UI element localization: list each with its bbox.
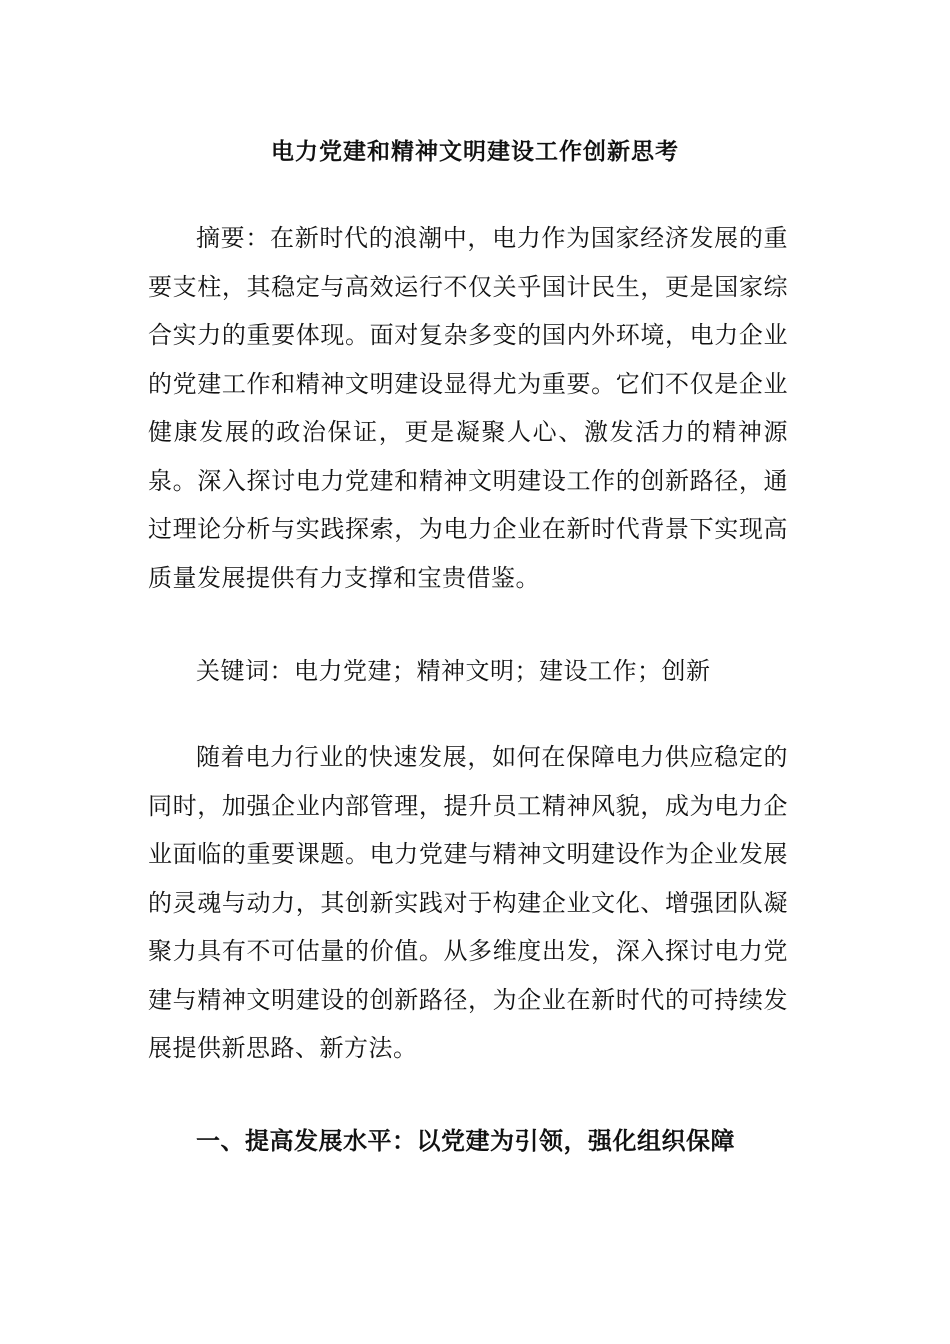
intro-paragraph: 随着电力行业的快速发展，如何在保障电力供应稳定的同时，加强企业内部管理，提升员工精神风貌，成为电力企业面临的重要课题。电力党建与精神文明建设作为企业发展的灵魂与动力，其创新实践对于构建企业文化、增强团队凝聚力具有不可估量的价值。从多维度出发，深入探讨电力党建与精神文明建设的创新路径，为企业在新时代的可持续发展提供新思路、新方法。 bbox=[148, 743, 788, 1062]
keywords-paragraph: 关键词：电力党建；精神文明；建设工作；创新 bbox=[196, 657, 711, 685]
document-title: 电力党建和精神文明建设工作创新思考 bbox=[271, 138, 679, 165]
abstract-paragraph: 摘要：在新时代的浪潮中，电力作为国家经济发展的重要支柱，其稳定与高效运行不仅关乎国计民生，更是国家综合实力的重要体现。面对复杂多变的国内外环境，电力企业的党建工作和精神文明建设显得尤为重要。它们不仅是企业健康发展的政治保证，更是凝聚人心、激发活力的精神源泉。深入探讨电力党建和精神文明建设工作的创新路径，通过理论分析与实践探索，为电力企业在新时代背景下实现高质量发展提供有力支撑和宝贵借鉴。 bbox=[148, 224, 788, 592]
section-heading: 一、提高发展水平：以党建为引领，强化组织保障 bbox=[196, 1126, 735, 1155]
